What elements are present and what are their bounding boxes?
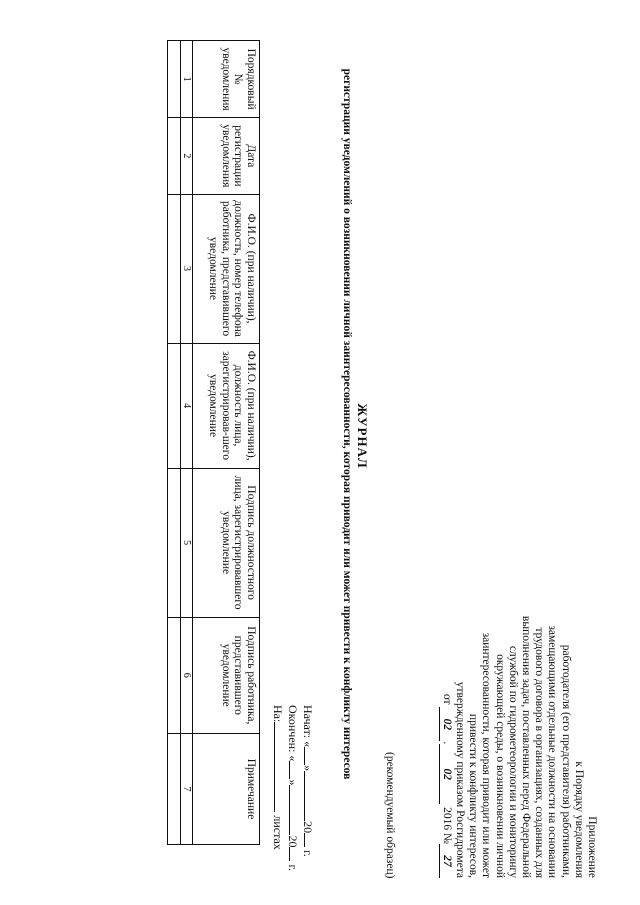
journal-dates-block — [270, 705, 315, 871]
quote-mark: » — [301, 765, 315, 772]
journal-title: ЖУРНАЛ — [355, 403, 370, 469]
appendix-line: Приложение — [586, 816, 598, 878]
ended-year-prefix: 20 — [286, 835, 300, 848]
year-suffix: г. — [301, 850, 315, 857]
appendix-line: заинтересованности, которая приводит или может — [480, 632, 493, 878]
appendix-line: работодателя (его представителя) работниками, — [559, 644, 572, 878]
table-cell — [168, 733, 181, 844]
started-row — [300, 705, 315, 871]
journal-table — [167, 40, 260, 845]
header-registrar-signature: Подпись должностного лица, зарегистрировавшего уведомление — [193, 468, 260, 617]
order-year: 2016 № — [440, 807, 453, 844]
date-prefix: от — [440, 693, 453, 705]
header-employee-info: Ф.И.О. (при наличии), должность, номер телефона работника, представившего уведомление — [193, 194, 260, 343]
started-label: Начат: « — [301, 705, 315, 748]
started-year-prefix: 20 — [301, 821, 315, 834]
header-note: Примечание — [193, 733, 260, 844]
sheets-row — [270, 705, 285, 871]
table-cell — [168, 468, 181, 617]
table-header-row — [193, 41, 260, 845]
header-employee-signature: Подпись работника, представившего уведомление — [193, 617, 260, 733]
table-cell — [168, 617, 181, 733]
header-serial-number: Порядковый № уведомления — [193, 41, 260, 118]
ended-month-field — [289, 785, 290, 835]
table-cell — [168, 41, 181, 118]
ended-label: Окончен: « — [286, 705, 300, 762]
appendix-line: окружающей среды, о возникновении личной — [493, 654, 506, 878]
order-month: 02 — [439, 744, 453, 804]
column-number: 6 — [181, 617, 193, 733]
on-label: На: — [271, 705, 285, 723]
journal-subtitle: регистрации уведомлений о возникновении личной заинтересованности, которая приводит или может привести к конфликту интересов — [341, 68, 353, 780]
ended-day-field — [289, 761, 290, 779]
order-number: 27 — [439, 844, 453, 878]
appendix-line: к Порядку уведомления — [572, 761, 585, 878]
appendix-line: трудового договора в организациях, созданных для — [533, 627, 546, 878]
order-day: 02 — [439, 707, 453, 741]
quote-mark: » — [286, 779, 300, 786]
column-number: 1 — [181, 41, 193, 118]
ended-year-field — [289, 847, 290, 861]
appendix-line: замещающими отдельные должности на основании — [546, 625, 559, 878]
started-year-field — [304, 833, 305, 847]
table-cell — [168, 343, 181, 468]
column-number: 3 — [181, 194, 193, 343]
started-month-field — [304, 771, 305, 821]
ended-row — [285, 705, 300, 871]
appendix-line: выполнения задач, поставленных перед Федеральной — [519, 615, 532, 878]
header-registration-date: Дата регистрации уведомления — [193, 118, 260, 194]
appendix-line: службой по гидрометеорологии и мониторингу — [506, 645, 519, 878]
appendix-line: привести к конфликту интересов, — [467, 713, 480, 878]
appendix-order-date: от 02.02 2016 №27 — [439, 588, 453, 878]
column-number: 4 — [181, 343, 193, 468]
column-number: 2 — [181, 118, 193, 194]
table-cell — [168, 194, 181, 343]
column-number: 7 — [181, 733, 193, 844]
column-number: 5 — [181, 468, 193, 617]
header-registrar-info: Ф.И.О. (при наличии), должность лица, зарегистрировав-шего уведомление — [193, 343, 260, 468]
recommended-sample-note: (рекомендуемый образец) — [384, 752, 396, 879]
table-cell — [168, 118, 181, 194]
table-row — [168, 41, 181, 845]
appendix-line: утвержденному приказом Росгидромета — [453, 681, 466, 878]
started-day-field — [304, 747, 305, 765]
appendix-block — [439, 588, 598, 878]
sheets-count-field — [274, 722, 275, 812]
column-number-row — [181, 41, 193, 845]
sheets-label: листах — [271, 815, 285, 850]
year-suffix: г. — [286, 864, 300, 872]
